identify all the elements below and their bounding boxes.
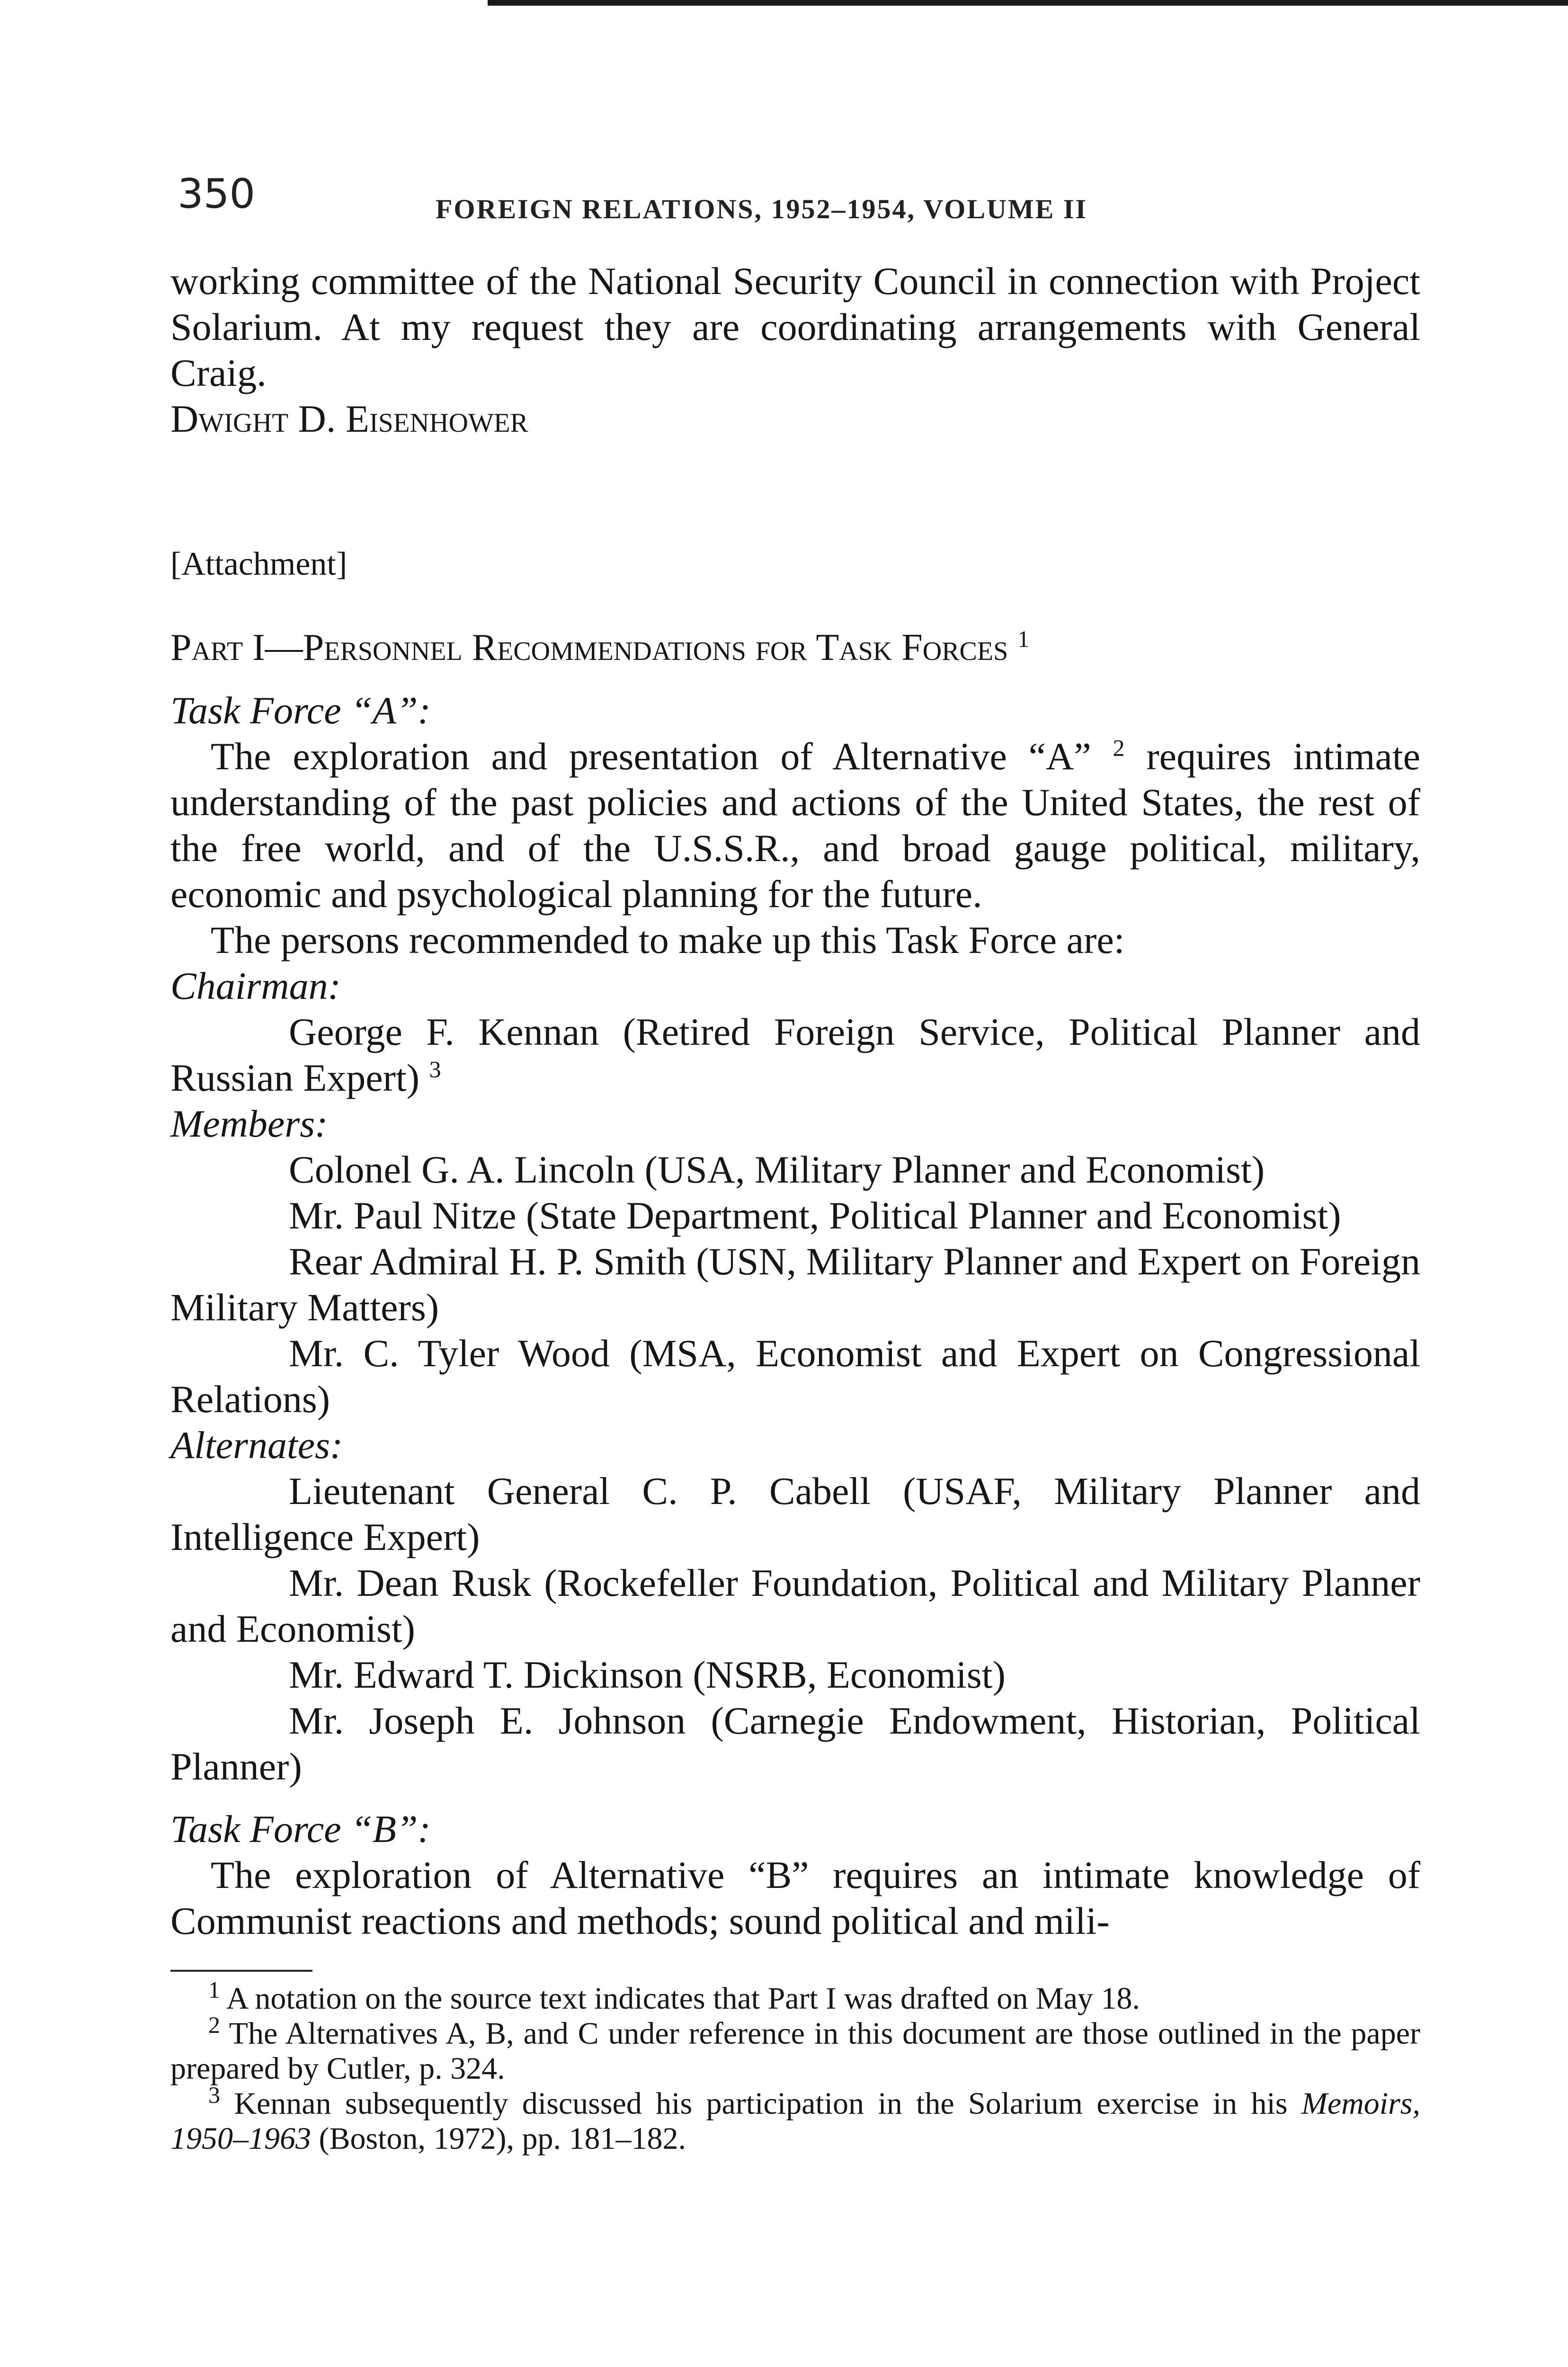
member-entry: Mr. C. Tyler Wood (MSA, Economist and Expert on Congressional Relations): [170, 1332, 1420, 1421]
footnote-ref-3: 3: [429, 1056, 441, 1083]
footnote-number: 2: [208, 2011, 220, 2038]
footnote-ref-1: 1: [1017, 625, 1030, 652]
part-title: [170, 625, 1420, 671]
footnote-text: Kennan subsequently discussed his participation in the Solarium exercise in his: [220, 2086, 1301, 2121]
member-entry: Rear Admiral H. P. Smith (USN, Military Planner and Expert on Foreign Military Matters): [170, 1240, 1420, 1329]
page-number: 350: [178, 170, 256, 218]
alternate-entry: Mr. Dean Rusk (Rockefeller Foundation, Political and Military Planner and Economist): [170, 1561, 1420, 1650]
footnote-number: 3: [208, 2082, 220, 2108]
attachment-label: [Attachment]: [170, 546, 347, 582]
intro-text-after: requires intimate understanding of the past policies and actions of the United States, the rest of the free world, and of the U.S.S.R., and broad gauge political, military, economic and psychological planning for the future.: [170, 735, 1420, 916]
footnote-text: The Alternatives A, B, and C under reference in this document are those outlined in the paper prepared by Cutler, p. 324.: [170, 2016, 1420, 2086]
signature: Dwight D. Eisenhower: [170, 397, 528, 440]
intro-text-before: The exploration and presentation of Alternative “A”: [211, 735, 1091, 778]
footnote-text-after: (Boston, 1972), pp. 181–182.: [311, 2121, 686, 2156]
member-entry: Mr. Paul Nitze (State Department, Political Planner and Economist): [289, 1194, 1341, 1237]
page-body: [170, 258, 1420, 2156]
members-label: Members:: [170, 1102, 328, 1145]
footnote-rule: [170, 1970, 312, 1972]
footnote-ref-2: 2: [1113, 734, 1125, 761]
footnote-3: [170, 2082, 1420, 2156]
task-force-b-intro: The exploration of Alternative “B” requires an intimate knowledge of Communist reactions and methods; sound political and mili-: [170, 1853, 1420, 1942]
footnote-1: [170, 1976, 1420, 2016]
alternate-entry: Mr. Edward T. Dickinson (NSRB, Economist): [289, 1653, 1006, 1696]
footnote-2: [170, 2011, 1420, 2086]
member-entry: Colonel G. A. Lincoln (USA, Military Planner and Economist): [289, 1148, 1265, 1191]
page-header: [178, 170, 1420, 227]
chairman-name: George F. Kennan (Retired Foreign Service, Political Planner and Russian Expert): [170, 1010, 1420, 1099]
alternate-entry: Mr. Joseph E. Johnson (Carnegie Endowment, Historian, Political Planner): [170, 1699, 1420, 1788]
chairman-entry: [170, 1009, 1420, 1101]
top-border: [488, 0, 1568, 6]
task-force-b-heading: Task Force “B”:: [170, 1807, 431, 1851]
footnote-number: 1: [208, 1976, 220, 2003]
task-force-a-intro: [170, 733, 1420, 917]
continuation-paragraph: working committee of the National Security Council in connection with Project Solarium. At my request they are coordinating arrangements with General Craig.: [170, 259, 1420, 394]
running-head: FOREIGN RELATIONS, 1952–1954, VOLUME II: [436, 194, 1087, 224]
alternates-label: Alternates:: [170, 1424, 343, 1467]
persons-line: The persons recommended to make up this Task Force are:: [211, 918, 1125, 961]
memoirs-title: Memoirs, 1950–1963: [170, 2086, 1420, 2156]
chairman-label: Chairman:: [170, 964, 341, 1007]
part-title-text: Part I—Personnel Recommendations for Task Forces: [170, 627, 1008, 668]
task-force-a-heading: Task Force “A”:: [170, 689, 431, 732]
alternate-entry: Lieutenant General C. P. Cabell (USAF, Military Planner and Intelligence Expert): [170, 1469, 1420, 1558]
footnote-text: A notation on the source text indicates that Part I was drafted on May 18.: [220, 1981, 1140, 2016]
